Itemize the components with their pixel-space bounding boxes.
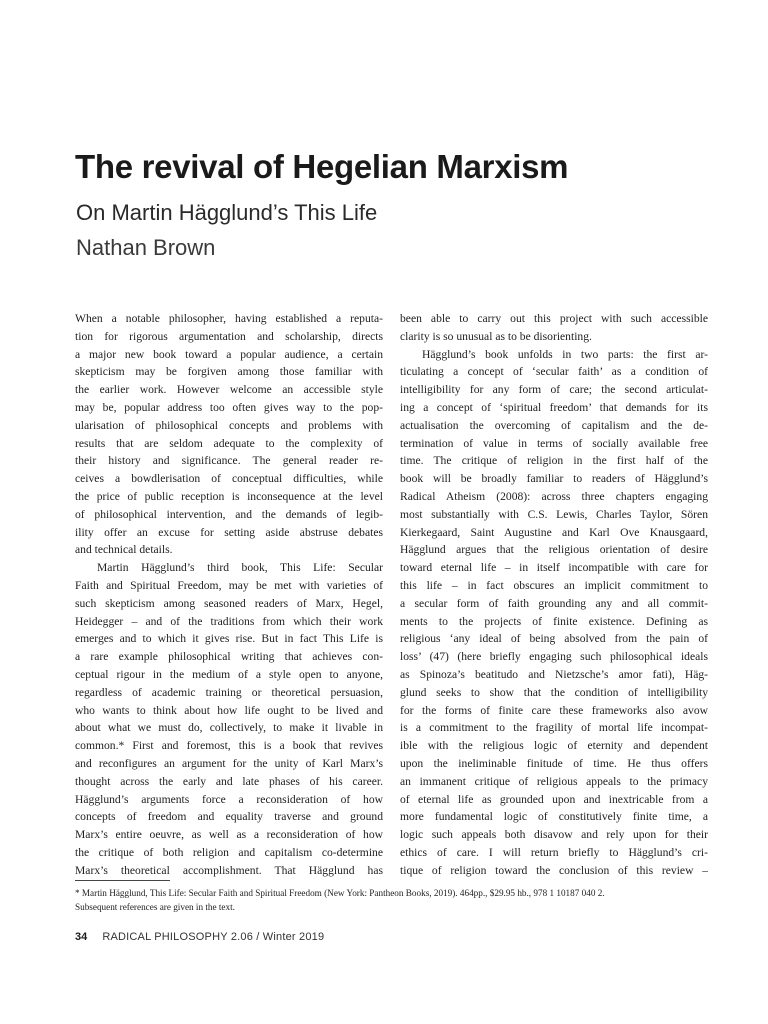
text-line: Hägglund argues that the religious orientation of desire <box>400 543 708 557</box>
text-line: Marx’s theoretical accomplishment. That Hägglund has <box>75 863 383 877</box>
text-line: concepts of freedom and equality traverse and ground <box>75 810 383 824</box>
text-line: thought across the early and late phases of his career. <box>75 774 383 788</box>
text-line: tique of religion toward the conclusion of this review – <box>400 863 708 877</box>
text-line: as Spinoza’s beatitudo and Nietzsche’s amor fati), Häg- <box>400 667 708 681</box>
footnote-line: Subsequent references are given in the text. <box>75 902 235 912</box>
text-line: skepticism may be forgiven among those familiar with <box>75 365 383 379</box>
text-line: of philosophical intervention, and the demands of legib- <box>75 507 383 521</box>
text-line: common.* First and foremost, this is a book that revives <box>75 739 383 753</box>
text-line: been able to carry out this project with such accessible <box>400 312 708 325</box>
text-line: may be, popular address too often gives way to the pop- <box>75 400 383 414</box>
text-line: ceives a bowdlerisation of conceptual difficulties, while <box>75 472 383 486</box>
text-line: most substantially with C.S. Lewis, Charles Taylor, Sören <box>400 507 708 521</box>
text-line: intelligibility for any form of care; the second articulat- <box>400 383 708 397</box>
text-line: upon the ineliminable finitude of time. He thus offers <box>400 756 708 770</box>
footnote <box>75 886 710 914</box>
body-column-left <box>75 310 383 880</box>
text-line: the earlier work. However welcome an accessible style <box>75 383 383 397</box>
text-line: toward eternal life – in itself incompatible with care for <box>400 561 708 575</box>
text-line: clarity is so unusual as to be disorienting. <box>400 329 592 343</box>
text-line: glund seeks to show that the condition of intelligibility <box>400 685 708 699</box>
text-line: such skepticism among seasoned readers of Marx, Hegel, <box>75 596 383 610</box>
text-line: When a notable philosopher, having established a reputa- <box>75 312 383 325</box>
text-line: Kierkegaard, Saint Augustine and Karl Ove Knausgaard, <box>400 525 708 539</box>
text-line: Faith and Spiritual Freedom, may be met with varieties of <box>75 578 383 592</box>
text-line: for the forms of finite care these frameworks also avow <box>400 703 708 717</box>
text-line: about what we must do, collectively, to make it livable in <box>75 721 383 735</box>
text-line: their history and significance. The general reader re- <box>75 454 383 468</box>
text-line: emerges and to which it gives rise. But in fact This Life is <box>75 632 383 646</box>
text-line: actualisation the overcoming of capitalism and the de- <box>400 418 708 432</box>
text-line: more fundamental logic of constitutively finite time, a <box>400 810 708 824</box>
text-line: results that are seldom adequate to the complexity of <box>75 436 383 450</box>
footnote-divider <box>75 880 170 881</box>
text-line: ible with the religious logic of eternity and dependent <box>400 739 708 753</box>
text-line: and reconfigures an argument for the unity of Karl Marx’s <box>75 756 383 770</box>
text-line: regardless of academic training or theoretical persuasion, <box>75 685 383 699</box>
text-line: a major new book toward a popular audience, a certain <box>75 347 383 361</box>
text-line: ceptual rigour in the medium of a style open to anyone, <box>75 667 383 681</box>
text-line: the price of public reception is inconsequence at the level <box>75 489 383 503</box>
text-line: ularisation of philosophical concepts and problems with <box>75 418 383 432</box>
text-line: Martin Hägglund’s third book, This Life: Secular <box>97 561 383 575</box>
article-subtitle: On Martin Hägglund’s This Life <box>76 200 378 225</box>
text-line: tion for rigorous argumentation and scholarship, directs <box>75 329 383 343</box>
text-line: Hägglund’s book unfolds in two parts: the first ar- <box>422 347 708 361</box>
text-line: of eternal life as grounded upon and inextricable from a <box>400 792 708 806</box>
text-line: termination of value in terms of socially available free <box>400 436 708 450</box>
text-line: ethics of care. I will return briefly to Hägglund’s cri- <box>400 845 708 859</box>
text-line: Heidegger – and of the traditions from which their work <box>75 614 383 628</box>
text-line: a secular form of faith grounding any and all commit- <box>400 596 708 610</box>
text-line: Hägglund’s arguments force a reconsideration of how <box>75 792 383 806</box>
text-line: is a commitment to the fragility of mortal life incompat- <box>400 721 708 735</box>
text-line: time. The critique of religion in the first half of the <box>400 454 708 468</box>
text-line: book will be broadly familiar to readers of Hägglund’s <box>400 472 708 486</box>
text-line: logic such appeals both disavow and rely upon for their <box>400 828 708 842</box>
page-number: 34 <box>75 931 88 943</box>
text-line: Marx’s entire oeuvre, as well as a reconsideration of how <box>75 828 383 842</box>
text-line: a rare example philosophical writing that achieves con- <box>75 650 383 664</box>
text-line: this life – in fact obscures an implicit commitment to <box>400 578 708 592</box>
text-line: loss’ (47) (here briefly engaging such philosophical ideals <box>400 650 708 664</box>
footnote-line: * Martin Hägglund, This Life: Secular Faith and Spiritual Freedom (New York: Pantheon Books, 2019). 464pp., $29.95 hb., 978 1 10187 040 2. <box>75 888 605 898</box>
text-line: ticulating a concept of ‘secular faith’ as a condition of <box>400 365 708 379</box>
body-column-right <box>400 310 708 880</box>
text-line: ility offer an excuse for setting aside abstruse debates <box>75 525 383 539</box>
page-footer <box>75 931 324 943</box>
article-author: Nathan Brown <box>76 235 216 260</box>
text-line: ments to the projects of finite existence. Defining as <box>400 614 708 628</box>
text-line: religious ‘any ideal of being absolved from the pain of <box>400 632 708 646</box>
text-line: Radical Atheism (2008): across three chapters engaging <box>400 489 708 503</box>
publication-info: RADICAL PHILOSOPHY 2.06 / Winter 2019 <box>102 931 325 943</box>
text-line: and technical details. <box>75 543 173 557</box>
text-line: ing a concept of ‘spiritual freedom’ that demands for its <box>400 400 708 414</box>
text-line: the critique of both religion and capitalism co-determine <box>75 845 383 859</box>
article-title: The revival of Hegelian Marxism <box>75 148 569 185</box>
text-line: who wants to think about how life ought to be lived and <box>75 703 383 717</box>
text-line: an immanent critique of religious appeals to the primacy <box>400 774 708 788</box>
